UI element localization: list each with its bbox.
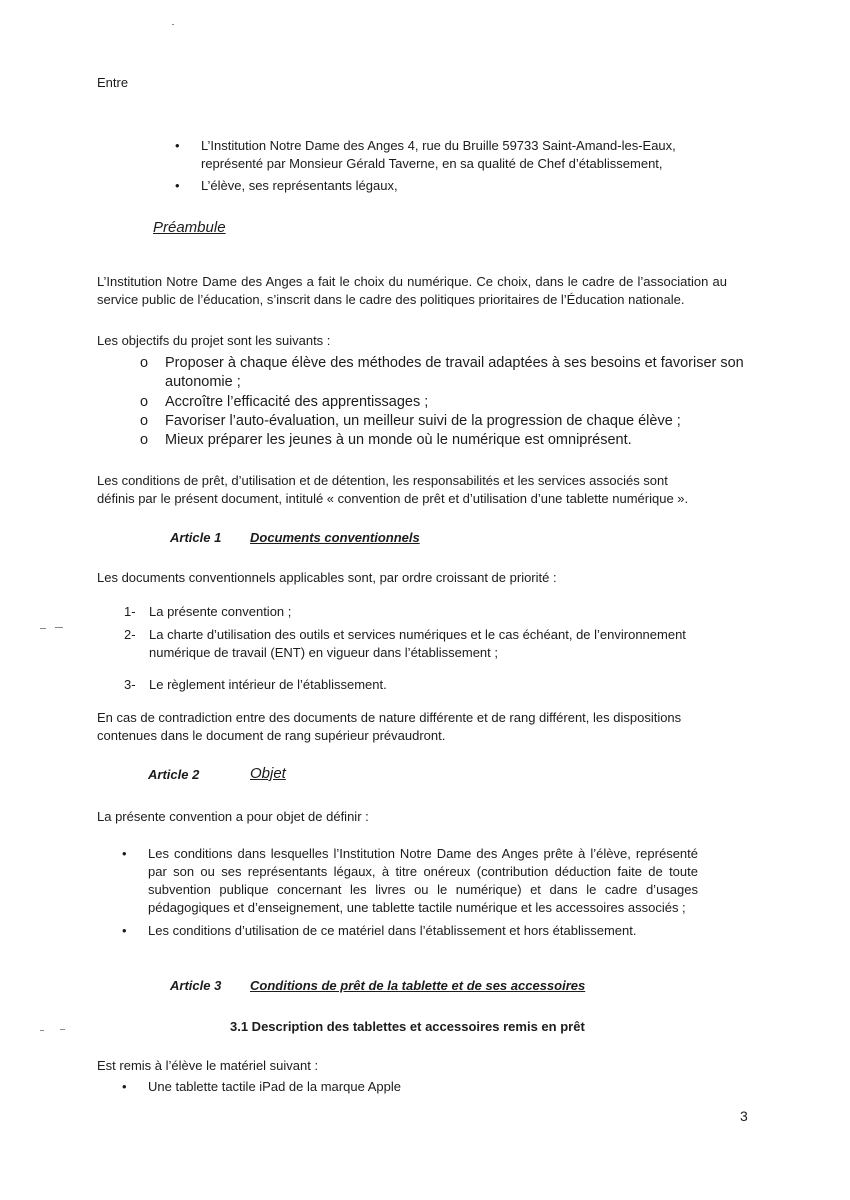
page-number: 3: [740, 1108, 748, 1124]
objective-item: Accroître l’efficacité des apprentissages ;: [165, 394, 429, 410]
article-title: Conditions de prêt de la tablette et de ses accessoires: [250, 978, 586, 993]
preamble-paragraph: L’Institution Notre Dame des Anges a fait le choix du numérique. Ce choix, dans le cadre de l’association au service public de l’éducation, s’inscrit dans le cadre des politiques prioritaires de l’Éducation nationale.: [97, 274, 727, 307]
article1-conclusion: En cas de contradiction entre des documents de nature différente et de rang différent, les dispositions contenues dans le document de rang supérieur prévaudront.: [97, 710, 682, 743]
party-item: L’Institution Notre Dame des Anges 4, rue du Bruille 59733 Saint-Amand-les-Eaux, représenté par Monsieur Gérald Taverne, en sa qualité de Chef d’établissement,: [201, 138, 676, 171]
article1-intro: Les documents conventionnels applicables sont, par ordre croissant de priorité :: [97, 570, 557, 585]
bullet: •: [122, 923, 127, 938]
scan-speck: [55, 627, 63, 628]
list-item: Une tablette tactile iPad de la marque Apple: [148, 1079, 401, 1094]
bullet: •: [122, 1079, 127, 1094]
scan-speck: [40, 628, 46, 629]
bullet: •: [122, 846, 127, 861]
subsection-heading: 3.1 Description des tablettes et accessoires remis en prêt: [230, 1019, 585, 1034]
article3-intro: Est remis à l’élève le matériel suivant :: [97, 1058, 319, 1073]
conditions-paragraph: Les conditions de prêt, d’utilisation et de détention, les responsabilités et les services associés sont définis par le présent document, intitulé « convention de prêt et d’utilisation d’une tablette numérique ».: [97, 473, 689, 506]
article2-intro: La présente convention a pour objet de définir :: [97, 809, 369, 824]
article-title: Objet: [250, 765, 286, 782]
circle-bullet: o: [140, 355, 149, 371]
list-item: La charte d’utilisation des outils et services numériques et le cas échéant, de l’environnement numérique de travail (ENT) en vigueur dans l’établissement ;: [149, 627, 686, 660]
scan-speck: [40, 1030, 44, 1031]
bullet: •: [175, 178, 180, 193]
article-number: Article 3: [170, 978, 222, 993]
scan-speck: [60, 1029, 65, 1030]
article-number: Article 2: [148, 767, 200, 782]
circle-bullet: o: [140, 413, 149, 429]
objective-item: Proposer à chaque élève des méthodes de travail adaptées à ses besoins et favoriser son autonomie ;: [165, 355, 744, 390]
objective-item: Favoriser l’auto-évaluation, un meilleur suivi de la progression de chaque élève ;: [165, 413, 681, 429]
list-number: 1-: [124, 604, 136, 619]
bullet: •: [175, 138, 180, 153]
list-item: Les conditions d’utilisation de ce matériel dans l’établissement et hors établissement.: [148, 923, 637, 938]
scan-speck: [172, 24, 174, 25]
article-title: Documents conventionnels: [250, 530, 420, 545]
circle-bullet: o: [140, 394, 149, 410]
list-item: Les conditions dans lesquelles l’Institution Notre Dame des Anges prête à l’élève, représenté par son ou ses représentants légaux, à titre onéreux (contribution déduction faite de toute subvention publique concernant les livres ou le numérique) et dans le cadre d’usages pédagogiques et d’enseignement, une tablette tactile numérique et les accessoires associés ;: [148, 846, 698, 915]
circle-bullet: o: [140, 432, 149, 448]
objective-item: Mieux préparer les jeunes à un monde où le numérique est omniprésent.: [165, 432, 632, 448]
party-item: L’élève, ses représentants légaux,: [201, 178, 398, 193]
article-number: Article 1: [170, 530, 222, 545]
list-number: 3-: [124, 677, 136, 692]
list-item: Le règlement intérieur de l’établissement.: [149, 677, 387, 692]
list-number: 2-: [124, 627, 136, 642]
intro-text: Entre: [97, 75, 129, 90]
objectives-intro: Les objectifs du projet sont les suivants :: [97, 333, 331, 348]
preamble-heading: Préambule: [153, 219, 226, 236]
list-item: La présente convention ;: [149, 604, 292, 619]
